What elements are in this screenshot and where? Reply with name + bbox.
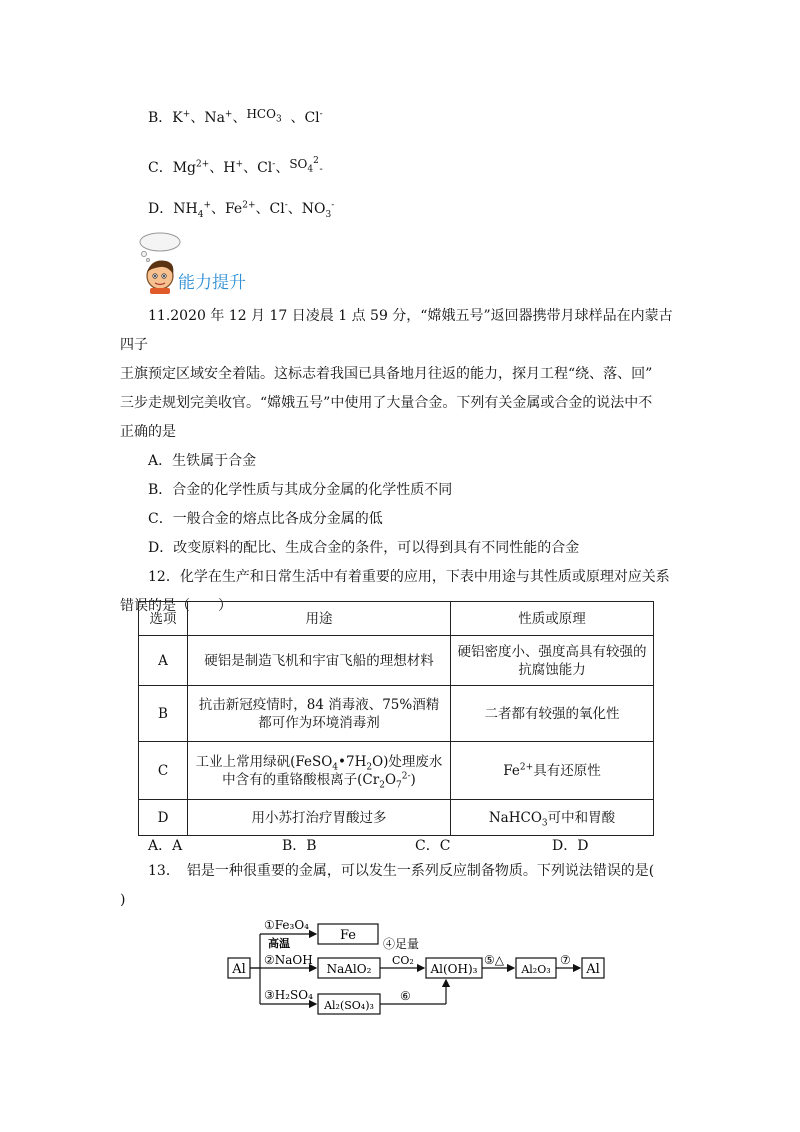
text-r6-label: ⑥ [400, 989, 411, 1003]
table-cell-property: NaHCO$_3$可中和胃酸 [451, 800, 654, 836]
table-header-row [139, 602, 654, 636]
q11-option-c: C．一般合金的熔点比各成分金属的低 [148, 511, 383, 527]
q11-option-a: A．生铁属于合金 [148, 453, 257, 469]
text-al2so43: Al₂(SO₄)₃ [324, 999, 374, 1012]
table-cell-use: 用小苏打治疗胃酸过多 [188, 800, 451, 836]
table-cell-use: 抗击新冠疫情时，84 消毒液、75%酒精都可作为环境消毒剂 [188, 686, 451, 742]
table-row [139, 742, 654, 800]
section-title: 能力提升 [178, 273, 246, 293]
table-row [139, 800, 654, 836]
reaction-diagram [220, 908, 620, 1028]
text-naalo2: NaAlO₂ [326, 962, 372, 976]
q11-stem-line3: 三步走规划完美收官。“嫦娥五号”中使用了大量合金。下列有关金属或合金的说法中不 [120, 395, 653, 411]
text-r5-label: ⑤△ [484, 953, 504, 967]
option-d: D．$NH_4^+$、$Fe^{2+}$、Cl-、$NO_3^-$ [148, 200, 335, 220]
text-r1-label: ①Fe₃O₄ [264, 918, 309, 932]
table-cell-property: $Fe^{2+}$具有还原性 [451, 742, 654, 800]
q12-answer-a: A．A [148, 838, 183, 854]
table-cell-property: 硬铝密度小、强度高具有较强的抗腐蚀能力 [451, 636, 654, 686]
q13-stem-line1: 13． 铝是一种很重要的金属，可以发生一系列反应制备物质。下列说法错误的是( [148, 863, 655, 879]
q12-stem-line1: 12．化学在生产和日常生活中有着重要的应用，下表中用途与其性质或原理对应关系 [148, 569, 670, 585]
table-cell-option: B [139, 686, 188, 742]
q12-answer-d: D．D [552, 838, 589, 854]
text-al-end: Al [586, 962, 600, 977]
table-cell-option: A [139, 636, 188, 686]
text-r4-reagent: CO₂ [392, 954, 414, 967]
text-r1-cond: 高温 [268, 937, 290, 950]
q11-option-d: D．改变原料的配比、生成合金的条件，可以得到具有不同性能的合金 [148, 540, 580, 556]
q12-table [138, 601, 654, 836]
q13-stem-line2: ) [120, 892, 126, 908]
q12-answer-b: B．B [282, 838, 317, 854]
q11-option-b: B．合金的化学性质与其成分金属的化学性质不同 [148, 482, 453, 498]
table-header-use: 用途 [188, 602, 451, 636]
question-13 [120, 857, 680, 915]
text-al2o3: Al₂O₃ [521, 963, 551, 976]
q12-stem-line2: 错误的是（ ） [120, 598, 232, 614]
table-header-option: 选项 [139, 602, 188, 636]
text-al-start: Al [232, 962, 246, 977]
table-cell-option: C [139, 742, 188, 800]
q11-stem-line1: 11.2020 年 12 月 17 日凌晨 1 点 59 分，“嫦娥五号”返回器携带月球样品在内蒙古四子 [120, 308, 673, 353]
table-header-property: 性质或原理 [451, 602, 654, 636]
table-cell-option: D [139, 800, 188, 836]
table-row [139, 686, 654, 742]
text-r3-label: ③H₂SO₄ [264, 988, 313, 1002]
text-fe: Fe [339, 928, 357, 943]
table-cell-property: 二者都有较强的氧化性 [451, 686, 654, 742]
table-row [139, 636, 654, 686]
option-b: B．K+、Na+、 $HCO_3$ 、Cl- [148, 107, 323, 126]
text-r7-label: ⑦ [560, 953, 571, 967]
q11-stem-line2: 王旗预定区域安全着陆。这标志着我国已具备地月往返的能力，探月工程“绕、落、回” [120, 366, 653, 382]
option-c: C．$Mg^{2+}$、H+、Cl-、 $SO_4^2$ - [148, 156, 323, 176]
table-cell-use: 硬铝是制造飞机和宇宙飞船的理想材料 [188, 636, 451, 686]
q11-stem-line4: 正确的是 [120, 424, 176, 440]
q12-answer-c: C．C [415, 838, 451, 854]
text-r2-label: ②NaOH [264, 953, 313, 967]
text-r4-label: ④足量 [383, 937, 420, 951]
question-11 [120, 302, 680, 621]
text-aloh3: Al(OH)₃ [430, 962, 478, 976]
table-cell-use: 工业上常用绿矾$(FeSO_4•7H_2O)$处理废水中含有的重铬酸根离子$(Cr_2O_7^{2-})$ [188, 742, 451, 800]
